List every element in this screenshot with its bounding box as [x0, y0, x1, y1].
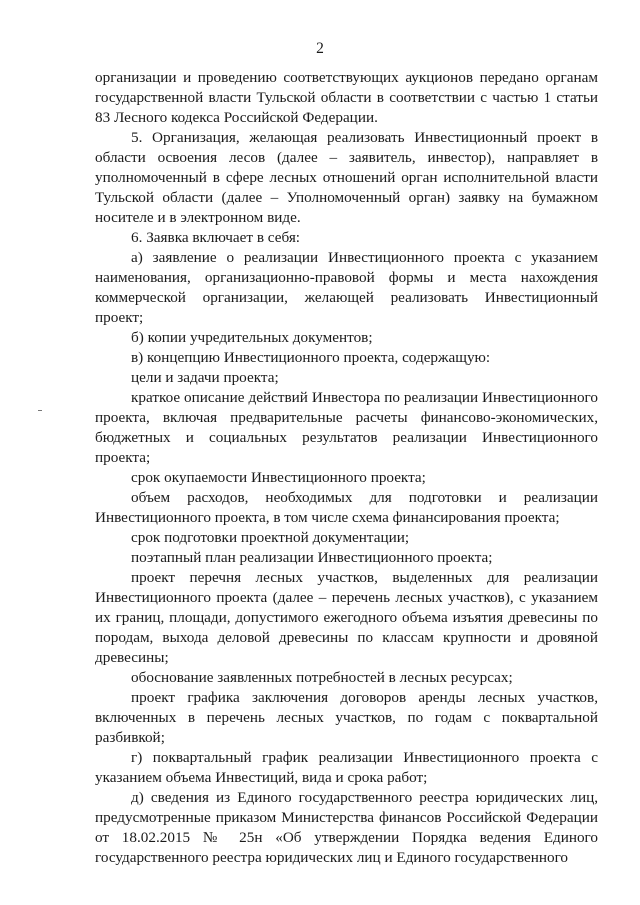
paragraph-subitem-b: б) копии учредительных документов;	[131, 329, 373, 346]
paragraph-subitem-d: д) сведения из Единого государственного реестра юридических лиц, предусмотренные приказом Министерства финансов Российской Федерации от 18.02.2015 № 25н «Об утверждении Порядка ведения Единого государственного реестра юридических лиц и Единого государственного	[95, 789, 598, 866]
paragraph-subitem-g: г) поквартальный график реализации Инвестиционного проекта с указанием объема Инвестиций, вида и срока работ;	[95, 749, 598, 786]
paragraph-payback-period: срок окупаемости Инвестиционного проекта;	[131, 469, 426, 486]
paragraph-expenses: объем расходов, необходимых для подготовки и реализации Инвестиционного проекта, в том числе схема финансирования проекта;	[95, 489, 598, 526]
paragraph-actions-description: краткое описание действий Инвестора по реализации Инвестиционного проекта, включая предварительные расчеты финансово-экономических, бюджетных и социальных результатов реализации Инвестиционного проекта;	[95, 389, 598, 466]
margin-mark	[38, 410, 42, 411]
paragraph-item-6: 6. Заявка включает в себя:	[131, 229, 301, 246]
paragraph-lease-schedule: проект графика заключения договоров аренды лесных участков, включенных в перечень лесных участков, по годам с поквартальной разбивкой;	[95, 689, 598, 746]
document-body	[95, 68, 598, 868]
paragraph-stage-plan: поэтапный план реализации Инвестиционного проекта;	[131, 549, 493, 566]
paragraph-continuation: организации и проведению соответствующих аукционов передано органам государственной власти Тульской области в соответствии с частью 1 статьи 83 Лесного кодекса Российской Федерации.	[95, 69, 598, 126]
paragraph-forest-plots: проект перечня лесных участков, выделенных для реализации Инвестиционного проекта (далее – перечень лесных участков), с указанием их границ, площади, допустимого ежегодного объема изъятия древесины по породам, выхода деловой древесины по классам крупности и дровяной древесины;	[95, 569, 598, 666]
paragraph-resource-needs: обоснование заявленных потребностей в лесных ресурсах;	[131, 669, 513, 686]
paragraph-subitem-a: а) заявление о реализации Инвестиционного проекта с указанием наименования, организационно-правовой формы и места нахождения коммерческой организации, желающей реализовать Инвестиционный проект;	[95, 249, 598, 326]
paragraph-item-5: 5. Организация, желающая реализовать Инвестиционный проект в области освоения лесов (далее – заявитель, инвестор), направляет в уполномоченный в сфере лесных отношений орган исполнительной власти Тульской области (далее – Уполномоченный орган) заявку на бумажном носителе и в электронном виде.	[95, 129, 598, 226]
paragraph-goals: цели и задачи проекта;	[131, 369, 279, 386]
page-number: 2	[316, 40, 324, 57]
paragraph-subitem-v: в) концепцию Инвестиционного проекта, содержащую:	[131, 349, 491, 366]
paragraph-documentation-period: срок подготовки проектной документации;	[131, 529, 410, 546]
